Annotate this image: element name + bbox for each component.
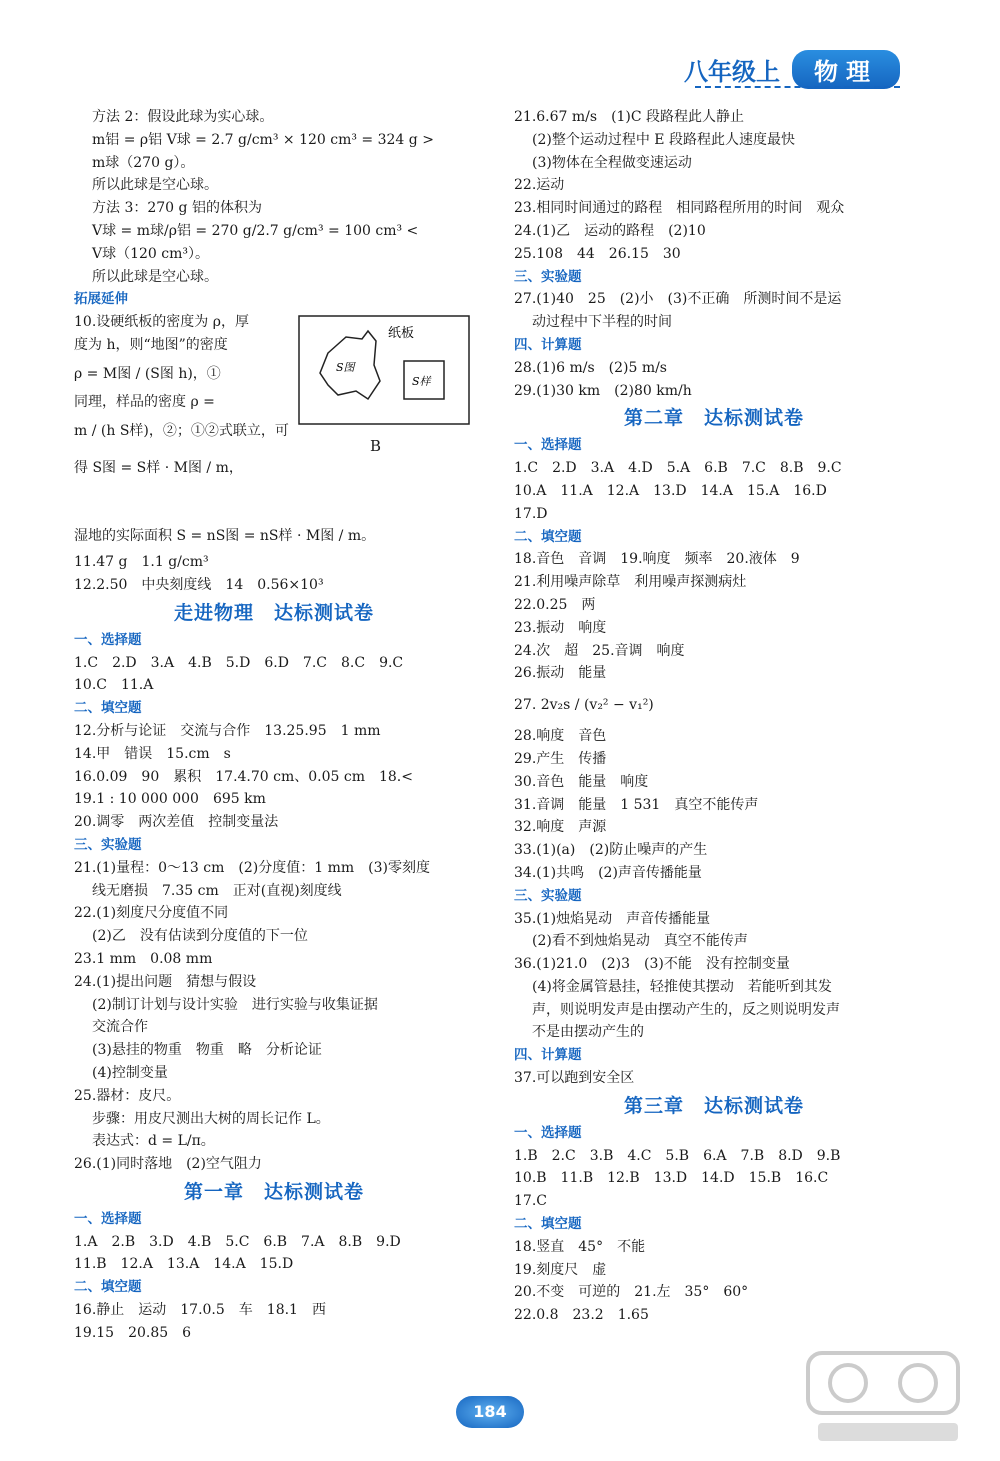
answer-line: V球 = m球/ρ铝 = 270 g/2.7 g/cm³ = 100 cm³ < bbox=[92, 222, 419, 239]
answer-line: m球（270 g）。 bbox=[92, 154, 195, 171]
answer-line: 方法 3：270 g 铝的体积为 bbox=[92, 200, 262, 217]
q10-text bbox=[74, 311, 294, 487]
answer-line: (2)整个运动过程中 E 段路程此人速度最快 bbox=[532, 131, 795, 148]
section-heading: 一、选择题 bbox=[74, 631, 142, 648]
q10-block bbox=[74, 311, 474, 521]
answer-line: 28.响度 音色 bbox=[514, 728, 607, 745]
answer-line: 16.0.09 90 累积 17.4.70 cm、0.05 cm 18.< bbox=[74, 768, 413, 785]
right-column bbox=[514, 106, 914, 1327]
grade-label: 八年级上 bbox=[684, 57, 780, 86]
header-divider bbox=[695, 86, 900, 88]
answer-line: m铝 = ρ铝 V球 = 2.7 g/cm³ × 120 cm³ = 324 g > bbox=[92, 131, 434, 148]
watermark-bar bbox=[818, 1423, 958, 1441]
answer-line: 22.0.8 23.2 1.65 bbox=[514, 1307, 649, 1324]
answer-line: 28.(1)6 m/s (2)5 m/s bbox=[514, 359, 667, 376]
section-heading: 二、填空题 bbox=[514, 1216, 582, 1233]
watermark-mark bbox=[830, 1365, 866, 1401]
answer-line: 21.利用噪声除草 利用噪声探测病灶 bbox=[514, 574, 747, 591]
map-area-label: S图 bbox=[336, 361, 355, 375]
answer-line: 22.0.25 两 bbox=[514, 596, 596, 613]
answer-line: 25.器材：皮尺。 bbox=[74, 1087, 181, 1104]
answer-line: 22.(1)刻度尺分度值不同 bbox=[74, 905, 229, 922]
sample-area-label: S样 bbox=[412, 375, 431, 389]
watermark-mark bbox=[900, 1365, 936, 1401]
answer-line: 动过程中下半程的时间 bbox=[532, 314, 672, 331]
answer-line: 31.音调 能量 1 531 真空不能传声 bbox=[514, 796, 759, 813]
answer-line: 25.108 44 26.15 30 bbox=[514, 245, 681, 262]
answer-line: 12.2.50 中央刻度线 14 0.56×10³ bbox=[74, 576, 324, 593]
answer-line: 36.(1)21.0 (2)3 (3)不能 没有控制变量 bbox=[514, 956, 790, 973]
answer-line: 方法 2：假设此球为实心球。 bbox=[92, 109, 274, 125]
section-heading: 二、填空题 bbox=[514, 528, 582, 545]
answer-line: 34.(1)共鸣 (2)声音传播能量 bbox=[514, 864, 702, 881]
answer-line: 10.设硬纸板的密度为 ρ，厚 bbox=[74, 314, 249, 331]
answer-line: 27. 2v₂s / (v₂² − v₁²) bbox=[514, 697, 654, 714]
answer-line: 14.甲 错误 15.cm s bbox=[74, 745, 231, 762]
answer-line: (3)物体在全程做变速运动 bbox=[532, 154, 692, 171]
answer-line: 24.(1)提出问题 猜想与假设 bbox=[74, 973, 257, 990]
answer-line: m / (h S样)，②；①②式联立，可 bbox=[74, 422, 289, 439]
answer-line: 29.(1)30 km (2)80 km/h bbox=[514, 382, 692, 399]
answer-line: 29.产生 传播 bbox=[514, 750, 607, 767]
answer-line: 35.(1)烛焰晃动 声音传播能量 bbox=[514, 910, 711, 927]
answer-line: 10.A 11.A 12.A 13.D 14.A 15.A 16.D bbox=[514, 482, 827, 499]
watermark-logo bbox=[798, 1343, 978, 1453]
section-heading: 一、选择题 bbox=[514, 437, 582, 454]
left-column bbox=[74, 106, 474, 1345]
answer-line: (3)悬挂的物重 物重 略 分析论证 bbox=[92, 1042, 322, 1059]
answer-line: 得 S图 = S样 · M图 / m， bbox=[74, 459, 243, 476]
cardboard-map-figure bbox=[298, 315, 470, 425]
answer-line: 1.C 2.D 3.A 4.B 5.D 6.D 7.C 8.C 9.C bbox=[74, 654, 404, 671]
answer-line: 所以此球是空心球。 bbox=[92, 177, 218, 194]
answer-line: 1.C 2.D 3.A 4.D 5.A 6.B 7.C 8.B 9.C bbox=[514, 460, 842, 477]
answer-line: 27.(1)40 25 (2)小 (3)不正确 所测时间不是运 bbox=[514, 291, 842, 308]
answer-line: 同理，样品的密度 ρ = bbox=[74, 393, 215, 410]
answer-line: 26.(1)同时落地 (2)空气阻力 bbox=[74, 1156, 262, 1173]
answer-line: 19.15 20.85 6 bbox=[74, 1324, 192, 1341]
answer-line: (2)制订计划与设计实验 进行实验与收集证据 bbox=[92, 996, 378, 1013]
answer-line: 23.1 mm 0.08 mm bbox=[74, 950, 213, 967]
answer-line: 湿地的实际面积 S = nS图 = nS样 · M图 / m。 bbox=[74, 528, 376, 545]
answer-line: 步骤：用皮尺测出大树的周长记作 L。 bbox=[92, 1110, 330, 1127]
test-title: 走进物理 达标测试卷 bbox=[173, 601, 374, 624]
answer-line: 17.C bbox=[514, 1193, 547, 1210]
section-heading: 二、填空题 bbox=[74, 1279, 142, 1296]
test-title: 第二章 达标测试卷 bbox=[623, 407, 804, 430]
section-heading: 二、填空题 bbox=[74, 700, 142, 717]
answer-line: 20.调零 两次差值 控制变量法 bbox=[74, 814, 279, 831]
answer-line: 线无磨损 7.35 cm 正对(直视)刻度线 bbox=[92, 882, 342, 899]
subject-badge: 物理 bbox=[792, 50, 900, 89]
section-heading: 四、计算题 bbox=[514, 1047, 582, 1064]
answer-line: 1.A 2.B 3.D 4.B 5.C 6.B 7.A 8.B 9.D bbox=[74, 1233, 401, 1250]
answer-line: 30.音色 能量 响度 bbox=[514, 773, 649, 790]
section-heading: 三、实验题 bbox=[74, 836, 142, 853]
answer-line: 度为 h，则“地图”的密度 bbox=[74, 336, 228, 353]
answer-line: 10.B 11.B 12.B 13.D 14.D 15.B 16.C bbox=[514, 1170, 829, 1187]
answer-line: 21.6.67 m/s (1)C 段路程此人静止 bbox=[514, 109, 745, 125]
answer-line: 18.竖直 45° 不能 bbox=[514, 1238, 646, 1255]
section-heading: 一、选择题 bbox=[74, 1210, 142, 1227]
answer-line: 24.(1)乙 运动的路程 (2)10 bbox=[514, 222, 706, 239]
answer-line: 37.可以跑到安全区 bbox=[514, 1070, 635, 1087]
test-title: 第一章 达标测试卷 bbox=[183, 1180, 364, 1203]
answer-line: 33.(1)(a) (2)防止噪声的产生 bbox=[514, 842, 708, 859]
answer-line: (2)看不到烛焰晃动 真空不能传声 bbox=[532, 933, 748, 950]
answer-line: 交流合作 bbox=[92, 1019, 148, 1036]
board-label: 纸板 bbox=[388, 326, 415, 342]
answer-line: (4)将金属管悬挂，轻推使其摆动 若能听到其发 bbox=[532, 978, 832, 995]
answer-line: 11.B 12.A 13.A 14.A 15.D bbox=[74, 1256, 294, 1273]
answer-line: 24.次 超 25.音调 响度 bbox=[514, 642, 685, 659]
section-heading: 拓展延伸 bbox=[74, 291, 128, 308]
answer-line: 19.1 : 10 000 000 695 km bbox=[74, 791, 266, 808]
figure-caption: B bbox=[370, 437, 382, 456]
answer-line: 18.音色 音调 19.响度 频率 20.液体 9 bbox=[514, 551, 800, 568]
answer-line: 19.刻度尺 虚 bbox=[514, 1261, 607, 1278]
section-heading: 三、实验题 bbox=[514, 268, 582, 285]
page-number: 184 bbox=[456, 1396, 524, 1428]
answer-line: 所以此球是空心球。 bbox=[92, 268, 218, 285]
answer-line: 11.47 g 1.1 g/cm³ bbox=[74, 554, 209, 571]
page-header bbox=[684, 52, 900, 86]
section-heading: 四、计算题 bbox=[514, 336, 582, 353]
answer-line: 22.运动 bbox=[514, 177, 565, 194]
answer-line: 26.振动 能量 bbox=[514, 665, 607, 682]
section-heading: 三、实验题 bbox=[514, 887, 582, 904]
answer-line: 17.D bbox=[514, 505, 548, 522]
answer-line: 20.不变 可逆的 21.左 35° 60° bbox=[514, 1284, 749, 1301]
answer-line: (4)控制变量 bbox=[92, 1064, 168, 1081]
answer-line: 声，则说明发声是由摆动产生的，反之则说明发声 bbox=[532, 1001, 840, 1018]
answer-line: 1.B 2.C 3.B 4.C 5.B 6.A 7.B 8.D 9.B bbox=[514, 1147, 841, 1164]
answer-line: 23.相同时间通过的路程 相同路程所用的时间 观众 bbox=[514, 200, 845, 217]
answer-line: 21.(1)量程：0～13 cm (2)分度值：1 mm (3)零刻度 bbox=[74, 859, 430, 876]
answer-line: 表达式：d = L/π。 bbox=[92, 1133, 215, 1150]
answer-line: ρ = M图 / (S图 h)，① bbox=[74, 365, 221, 382]
test-title: 第三章 达标测试卷 bbox=[623, 1094, 804, 1117]
answer-line: 10.C 11.A bbox=[74, 677, 154, 694]
answer-line: V球（120 cm³）。 bbox=[92, 245, 210, 262]
answer-line: 12.分析与论证 交流与合作 13.25.95 1 mm bbox=[74, 722, 381, 739]
answer-line: 32.响度 声源 bbox=[514, 819, 607, 836]
answer-line: (2)乙 没有估读到分度值的下一位 bbox=[92, 928, 308, 945]
section-heading: 一、选择题 bbox=[514, 1124, 582, 1141]
answer-line: 不是由摆动产生的 bbox=[532, 1024, 644, 1041]
answer-line: 23.振动 响度 bbox=[514, 619, 607, 636]
answer-line: 16.静止 运动 17.0.5 车 18.1 西 bbox=[74, 1302, 326, 1319]
